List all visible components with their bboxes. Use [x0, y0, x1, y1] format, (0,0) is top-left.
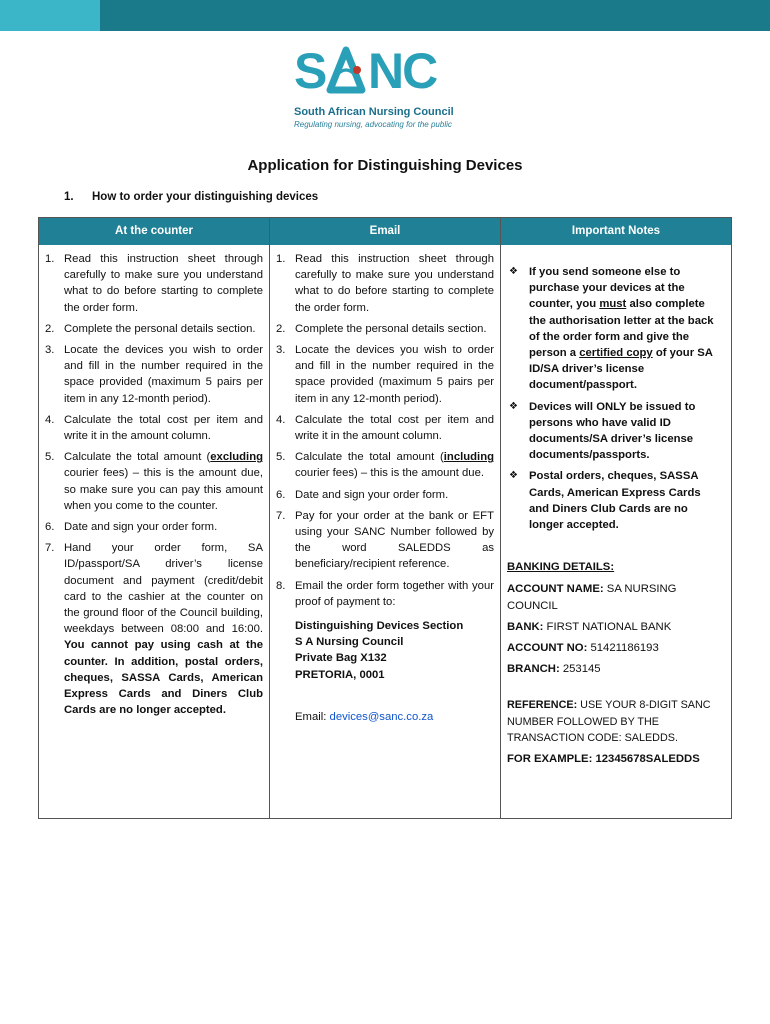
diamond-bullet-icon: ❖ [509, 266, 518, 277]
step-number: 3. [276, 344, 286, 357]
step-number: 5. [276, 451, 286, 464]
step-number: 2. [45, 322, 55, 335]
step-number: 3. [45, 344, 55, 357]
column-divider [500, 218, 501, 818]
label: BANK: [507, 620, 544, 633]
step-text: Pay for your order at the bank or EFT using your SANC Number followed by the word SALEDDS as beneficiary/recipient reference. [295, 509, 494, 571]
payment-warning: You cannot pay using cash at the counter. In addition, postal orders, cheques, SASSA Cards, American Express Cards and Diners Club Cards are no longer accepted. [64, 639, 263, 717]
list-item [45, 412, 263, 444]
diamond-bullet-icon: ❖ [509, 470, 518, 482]
svg-text:NC: NC [368, 44, 437, 96]
top-banner [0, 0, 770, 31]
value: 51421186193 [587, 642, 659, 655]
step-number: 4. [276, 413, 286, 426]
account-name [507, 581, 729, 613]
email-steps [276, 251, 494, 610]
list-item [45, 519, 263, 535]
step-number: 1. [276, 253, 286, 265]
step-number: 2. [276, 322, 286, 335]
step-text: Read this instruction sheet through carefully to make sure you understand what to do before starting to complete the order form. [64, 253, 263, 314]
banking-details [507, 559, 729, 767]
list-item [45, 342, 263, 407]
emphasis-including: including [443, 451, 494, 464]
step-text: Email the order form together with your proof of payment to: [295, 579, 494, 608]
diamond-bullet-icon: ❖ [509, 400, 518, 412]
step-number: 7. [276, 509, 286, 522]
notes-column [507, 251, 729, 772]
list-item [276, 412, 494, 444]
step-text: Read this instruction sheet through carefully to make sure you understand what to do before starting to complete the order form. [295, 253, 494, 314]
top-banner-accent [0, 0, 100, 31]
email-link[interactable]: devices@sanc.co.za [329, 710, 434, 723]
value: USE YOUR 8-DIGIT SANC NUMBER FOLLOWED BY THE TRANSACTION CODE: SALEDDS. [507, 699, 711, 744]
note-text: of your SA ID/SA driver’s license document/passport. [529, 347, 713, 392]
svg-text:S: S [294, 44, 327, 96]
list-item [45, 251, 263, 316]
branch-code [507, 661, 729, 677]
emphasis-must: must [599, 298, 627, 311]
list-item [276, 449, 494, 481]
emphasis-certified-copy: certified copy [579, 347, 653, 360]
step-number: 8. [276, 579, 286, 592]
label: REFERENCE: [507, 699, 578, 712]
list-item [45, 321, 263, 337]
table-header-row [39, 218, 731, 245]
step-number: 6. [45, 521, 55, 534]
list-item [507, 264, 729, 394]
step-text: Calculate the total cost per item and write it in the amount column. [295, 413, 494, 443]
account-number [507, 640, 729, 656]
column-divider [269, 218, 270, 818]
bank-name [507, 619, 729, 635]
step-text: Date and sign your order form. [295, 488, 449, 501]
step-number: 1. [45, 253, 55, 265]
section-number: 1. [64, 191, 74, 203]
email-line [276, 709, 494, 725]
document-title: Application for Distinguishing Devices [247, 157, 523, 174]
org-name: South African Nursing Council [294, 106, 454, 118]
payment-reference [507, 697, 729, 746]
step-number: 7. [45, 542, 55, 555]
step-number: 6. [276, 488, 286, 501]
banking-heading: BANKING DETAILS: [507, 561, 615, 574]
address-line: Private Bag X132 [295, 652, 387, 665]
header-at-the-counter: At the counter [115, 225, 193, 237]
value: 253145 [559, 663, 601, 676]
value: SA NURSING COUNCIL [507, 583, 677, 612]
postal-address [276, 618, 494, 683]
note-text: also complete the authorisation letter at the back of the order form and give the person a [529, 298, 714, 360]
step-text: courier fees) – this is the amount due. [295, 467, 485, 480]
step-text: Complete the personal details section. [295, 322, 487, 335]
step-text: Calculate the total amount ( [295, 451, 444, 464]
header-important-notes: Important Notes [571, 225, 661, 237]
list-item [276, 487, 494, 503]
section-heading-text: How to order your distinguishing devices [92, 191, 319, 203]
step-text: Date and sign your order form. [64, 521, 218, 534]
notes-list [507, 264, 729, 533]
reference-example [507, 751, 729, 767]
section-heading [64, 191, 318, 203]
list-item [276, 321, 494, 337]
step-text: Calculate the total cost per item and write it in the amount column. [64, 413, 263, 443]
header-email: Email [369, 225, 401, 237]
step-text: Locate the devices you wish to order and fill in the number required in the space provided (maximum 5 pairs per item in any 12-month period). [295, 344, 494, 405]
email-label: Email: [295, 710, 330, 723]
note-text: Postal orders, cheques, SASSA Cards, American Express Cards and Diners Club Cards are no longer accepted. [529, 470, 701, 532]
counter-column [45, 251, 263, 723]
value: FIRST NATIONAL BANK [543, 620, 672, 633]
value: FOR EXAMPLE: 12345678SALEDDS [507, 753, 700, 766]
step-text: Complete the personal details section. [64, 322, 256, 335]
step-text: Hand your order form, SA ID/passport/SA driver’s license document and payment (credit/debit card to the cashier at the counter on the ground floor of the Council building, weekdays between 08:00 and 16:00. [64, 542, 263, 636]
list-item [276, 251, 494, 316]
step-number: 5. [45, 451, 55, 464]
emphasis-excluding: excluding [210, 451, 263, 464]
step-text: Locate the devices you wish to order and fill in the number required in the space provided (maximum 5 pairs per item in any 12-month period). [64, 344, 263, 405]
address-line: PRETORIA, 0001 [295, 668, 385, 681]
step-text: Calculate the total amount ( [64, 451, 211, 464]
sanc-logo [290, 44, 480, 134]
list-item [276, 508, 494, 573]
list-item [507, 468, 729, 533]
label: ACCOUNT NO: [507, 642, 588, 655]
address-line: S A Nursing Council [295, 636, 404, 649]
email-column [276, 251, 494, 725]
counter-steps [45, 251, 263, 718]
list-item [276, 578, 494, 610]
label: ACCOUNT NAME: [507, 583, 604, 596]
instructions-table [38, 217, 732, 819]
label: BRANCH: [507, 663, 560, 676]
step-text: courier fees) – this is the amount due, so make sure you can pay this amount when you come to the counter. [64, 467, 263, 512]
step-number: 4. [45, 413, 55, 426]
org-tagline: Regulating nursing, advocating for the public [294, 120, 452, 129]
address-line: Distinguishing Devices Section [295, 620, 464, 633]
list-item [276, 342, 494, 407]
list-item [507, 399, 729, 464]
note-text: If you send someone else to purchase your devices at the counter, you [529, 266, 685, 311]
list-item [45, 540, 263, 718]
sanc-logo-mark [294, 44, 474, 96]
list-item [45, 449, 263, 514]
note-text: Devices will ONLY be issued to persons who have valid ID documents/SA driver’s license documents/passports. [529, 400, 696, 462]
